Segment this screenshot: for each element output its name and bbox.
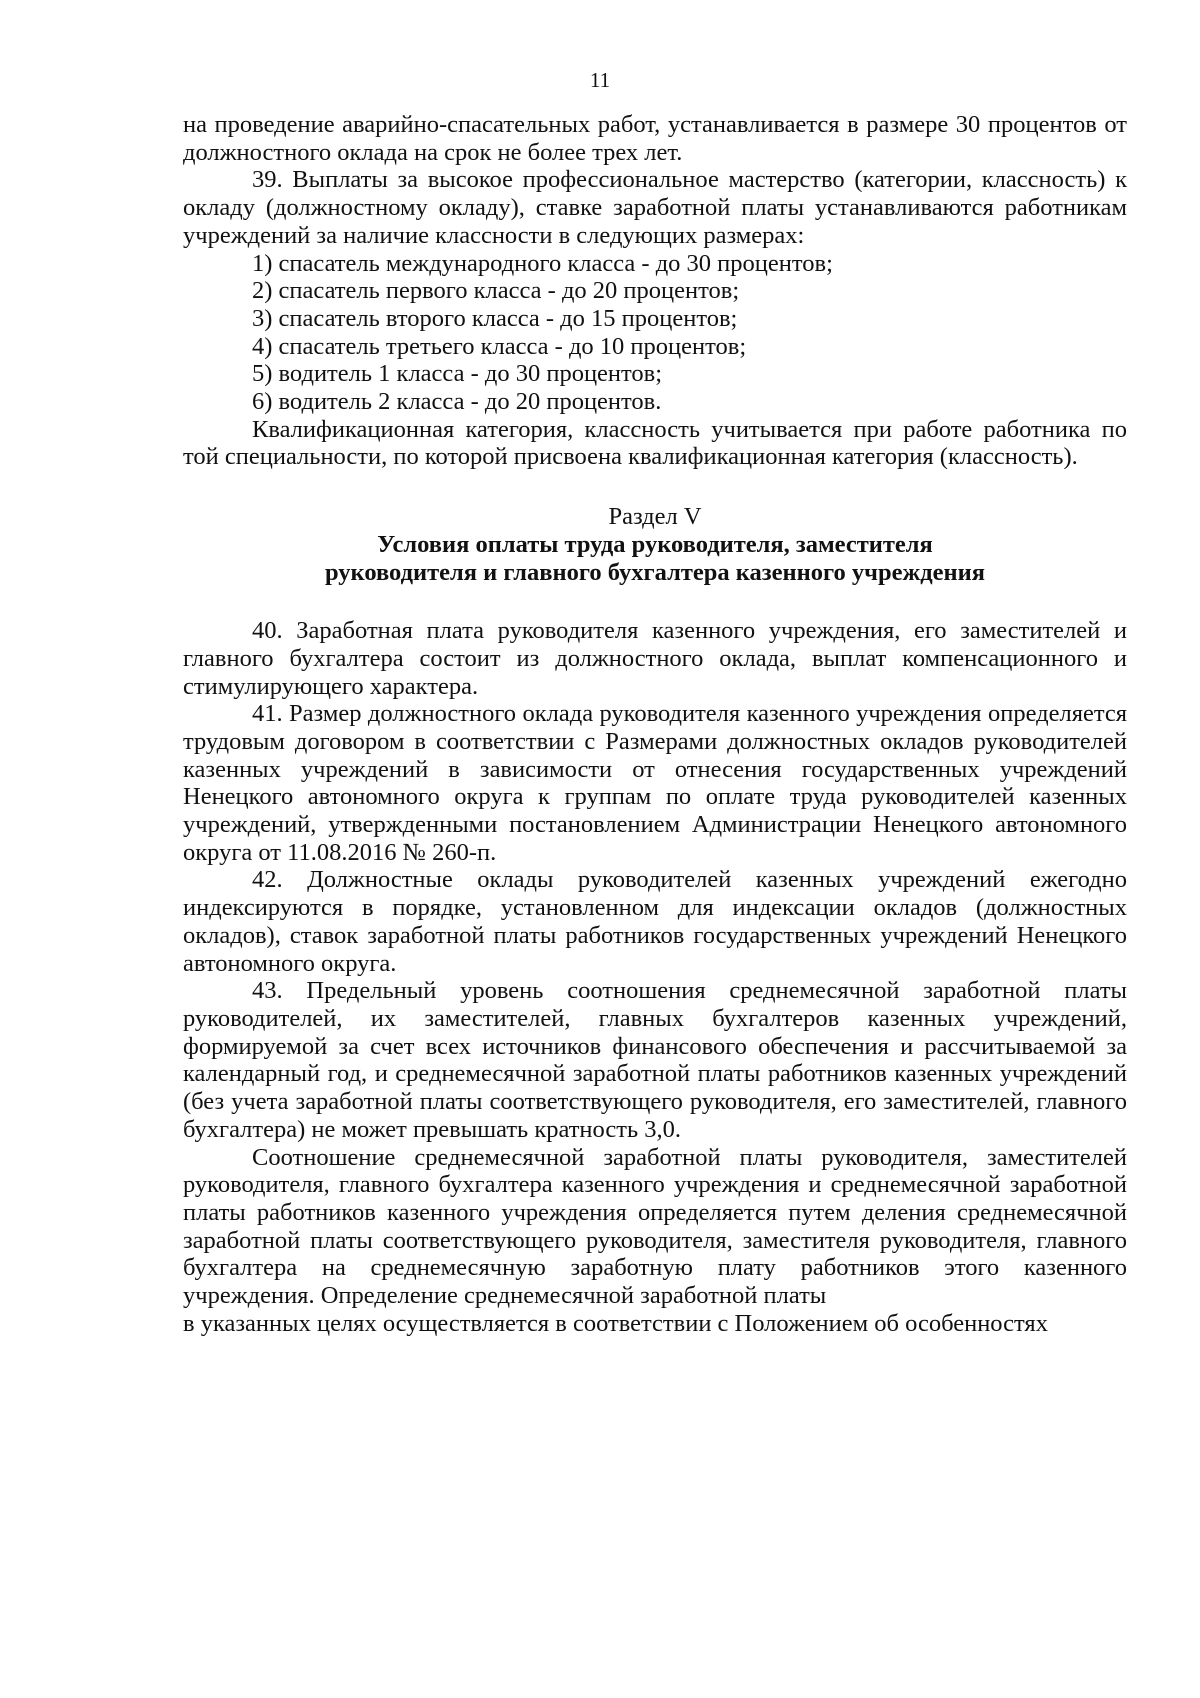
paragraph-43: 43. Предельный уровень соотношения среднемесячной заработной платы руководителей, их заместителей, главных бухгалтеров казенных учреждений, формируемой за счет всех источников финансового обеспечения и рассчитываемой за календарный год, и среднемесячной заработной платы работников казенных учреждений (без учета заработной платы соответствующего руководителя, его заместителей, главного бухгалтера) не может превышать кратность 3,0. [183,977,1127,1143]
page-number: 11 [589,68,611,92]
paragraph-ratio: Соотношение среднемесячной заработной платы руководителя, заместителей руководителя, главного бухгалтера казенного учреждения и среднемесячной заработной платы работников казенного учреждения определяется путем деления среднемесячной заработной платы соответствующего руководителя, заместителя руководителя, главного бухгалтера на среднемесячную заработную плату работников этого казенного учреждения. Определение среднемесячной заработной платы [183,1143,1127,1310]
list-item: 2) спасатель первого класса - до 20 процентов; [252,277,740,305]
section-heading [183,503,1127,587]
paragraph-40: 40. Заработная плата руководителя казенного учреждения, его заместителей и главного бухгалтера состоит из должностного оклада, выплат компенсационного и стимулирующего характера. [183,617,1127,700]
paragraph-41: 41. Размер должностного оклада руководителя казенного учреждения определяется трудовым договором в соответствии с Размерами должностных окладов руководителей казенных учреждений в зависимости от отнесения государственных учреждений Ненецкого автономного округа к группам по оплате труда руководителей казенных учреждений, утвержденными постановлением Администрации Ненецкого автономного округа от 11.08.2016 № 260-п. [183,700,1127,866]
paragraph-39: 39. Выплаты за высокое профессиональное мастерство (категории, классность) к окладу (должностному окладу), ставке заработной платы устанавливаются работникам учреждений за наличие классности в следующих размерах: [183,166,1127,249]
paragraph-qualification: Квалификационная категория, классность учитывается при работе работника по той специальности, по которой присвоена квалификационная категория (классность). [183,415,1127,471]
list-item: 3) спасатель второго класса - до 15 процентов; [252,304,738,332]
section-title-line-2: руководителя и главного бухгалтера казенного учреждения [325,559,985,587]
section-title-line-1: Условия оплаты труда руководителя, заместителя [377,531,933,559]
section-number: Раздел V [608,503,702,531]
document-body [183,111,1127,1337]
list-item: 6) водитель 2 класса - до 20 процентов. [252,388,662,416]
paragraph-final-line: в указанных целях осуществляется в соответствии с Положением об особенностях [183,1309,1048,1337]
paragraph-continuation: на проведение аварийно-спасательных работ, устанавливается в размере 30 процентов от должностного оклада на срок не более трех лет. [183,111,1127,166]
list-item: 4) спасатель третьего класса - до 10 процентов; [252,332,747,360]
paragraph-42: 42. Должностные оклады руководителей казенных учреждений ежегодно индексируются в порядке, установленном для индексации окладов (должностных окладов), ставок заработной платы работников государственных учреждений Ненецкого автономного округа. [183,866,1127,977]
list-item: 1) спасатель международного класса - до 30 процентов; [252,249,833,277]
list-item: 5) водитель 1 класса - до 30 процентов; [252,360,663,388]
